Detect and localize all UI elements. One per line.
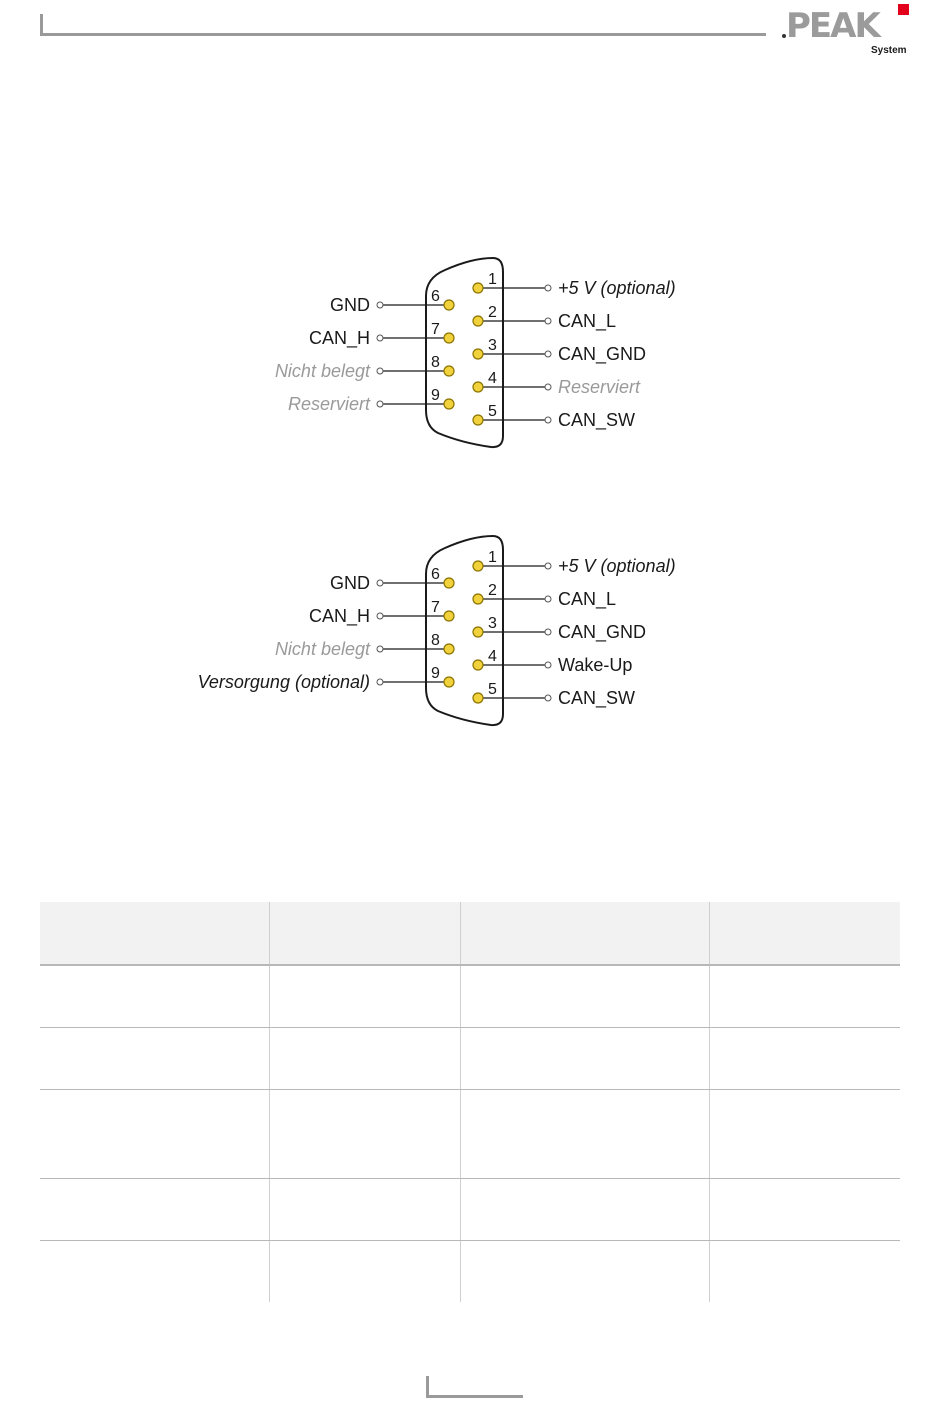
pin-label: CAN_SW [558,688,636,708]
pin-label: CAN_H [308,328,370,348]
pin-number: 4 [488,648,497,665]
terminal-dot [545,662,551,668]
terminal-dot [377,580,383,586]
terminal-dot [545,629,551,635]
pin-number: 9 [431,665,440,682]
table-row [40,1240,900,1302]
pin-number: 3 [488,615,497,632]
pin-8 [444,366,454,376]
table-cell [269,965,460,1027]
table-cell [269,1027,460,1089]
pin-8 [444,644,454,654]
pin-number: 9 [431,387,440,404]
pin-label: CAN_L [558,311,617,331]
pin-4 [473,382,483,392]
terminal-dot [377,401,383,407]
pin-7 [444,333,454,343]
pin-label: CAN_GND [558,344,647,364]
table-header-cell [460,902,709,965]
pin-number: 5 [488,681,497,698]
pin-label: CAN_SW [558,410,636,430]
terminal-dot [545,563,551,569]
table-cell [460,965,709,1027]
terminal-dot [377,679,383,685]
pin-label: CAN_GND [558,622,647,642]
pin-9 [444,399,454,409]
pin-number: 2 [488,304,497,321]
logo-wordmark: PEAK [786,6,879,46]
pin-label: CAN_H [308,606,370,626]
pin-label: GND [330,295,370,315]
pin-7 [444,611,454,621]
terminal-dot [377,302,383,308]
pin-label: GND [330,573,370,593]
terminal-dot [377,646,383,652]
pin-number: 6 [431,288,440,305]
pin-number: 8 [431,354,440,371]
pin-6 [444,578,454,588]
table-cell [40,1027,269,1089]
table-header-cell [40,902,269,965]
pin-4 [473,660,483,670]
table-cell [40,965,269,1027]
pin-label: Nicht belegt [274,361,370,381]
terminal-dot [377,613,383,619]
terminal-dot [545,596,551,602]
table-header-row [40,902,900,965]
pin-label: Versorgung (optional) [197,672,370,692]
pin-number: 7 [431,321,440,338]
terminal-dot [545,351,551,357]
pin-number: 5 [488,403,497,420]
pin-label: Nicht belegt [274,639,370,659]
table-cell [709,1089,900,1178]
pin-label: +5 V (optional) [558,278,676,298]
table-header-cell [709,902,900,965]
terminal-dot [545,318,551,324]
table-row [40,965,900,1027]
pin-3 [473,627,483,637]
pin-2 [473,316,483,326]
terminal-dot [377,368,383,374]
pin-5 [473,415,483,425]
terminal-dot [545,695,551,701]
terminal-dot [545,417,551,423]
logo-subtitle: System [871,45,907,56]
pin-label: CAN_L [558,589,617,609]
pin-number: 8 [431,632,440,649]
table-cell [709,1178,900,1240]
table-row [40,1178,900,1240]
connector-diagram-1 [275,258,676,447]
footer-page-marker [426,1376,523,1398]
terminal-dot [545,384,551,390]
pin-label: Wake-Up [558,655,633,675]
pin-number: 4 [488,370,497,387]
pin-6 [444,300,454,310]
table-cell [460,1089,709,1178]
pin-label: Reserviert [558,377,641,397]
pin-9 [444,677,454,687]
pin-number: 7 [431,599,440,616]
pin-label: +5 V (optional) [558,556,676,576]
table-cell [460,1178,709,1240]
pin-5 [473,693,483,703]
table-cell [460,1240,709,1302]
table-cell [269,1178,460,1240]
table-cell [709,965,900,1027]
pin-2 [473,594,483,604]
table-cell [40,1240,269,1302]
table-row [40,1027,900,1089]
table-cell [460,1027,709,1089]
table-cell [709,1027,900,1089]
terminal-dot [377,335,383,341]
pin-number: 1 [488,549,497,566]
table-cell [269,1240,460,1302]
pin-number: 3 [488,337,497,354]
connector-diagram-2 [198,536,676,725]
terminal-dot [545,285,551,291]
table-cell [269,1089,460,1178]
pin-number: 2 [488,582,497,599]
table-cell [40,1178,269,1240]
pin-number: 6 [431,566,440,583]
pin-1 [473,561,483,571]
table-cell [709,1240,900,1302]
table-cell [40,1089,269,1178]
table-row [40,1089,900,1178]
pin-number: 1 [488,271,497,288]
pin-1 [473,283,483,293]
pin-label: Reserviert [287,394,370,414]
table-header-cell [269,902,460,965]
pin-3 [473,349,483,359]
pin-assignment-table [40,902,900,1302]
